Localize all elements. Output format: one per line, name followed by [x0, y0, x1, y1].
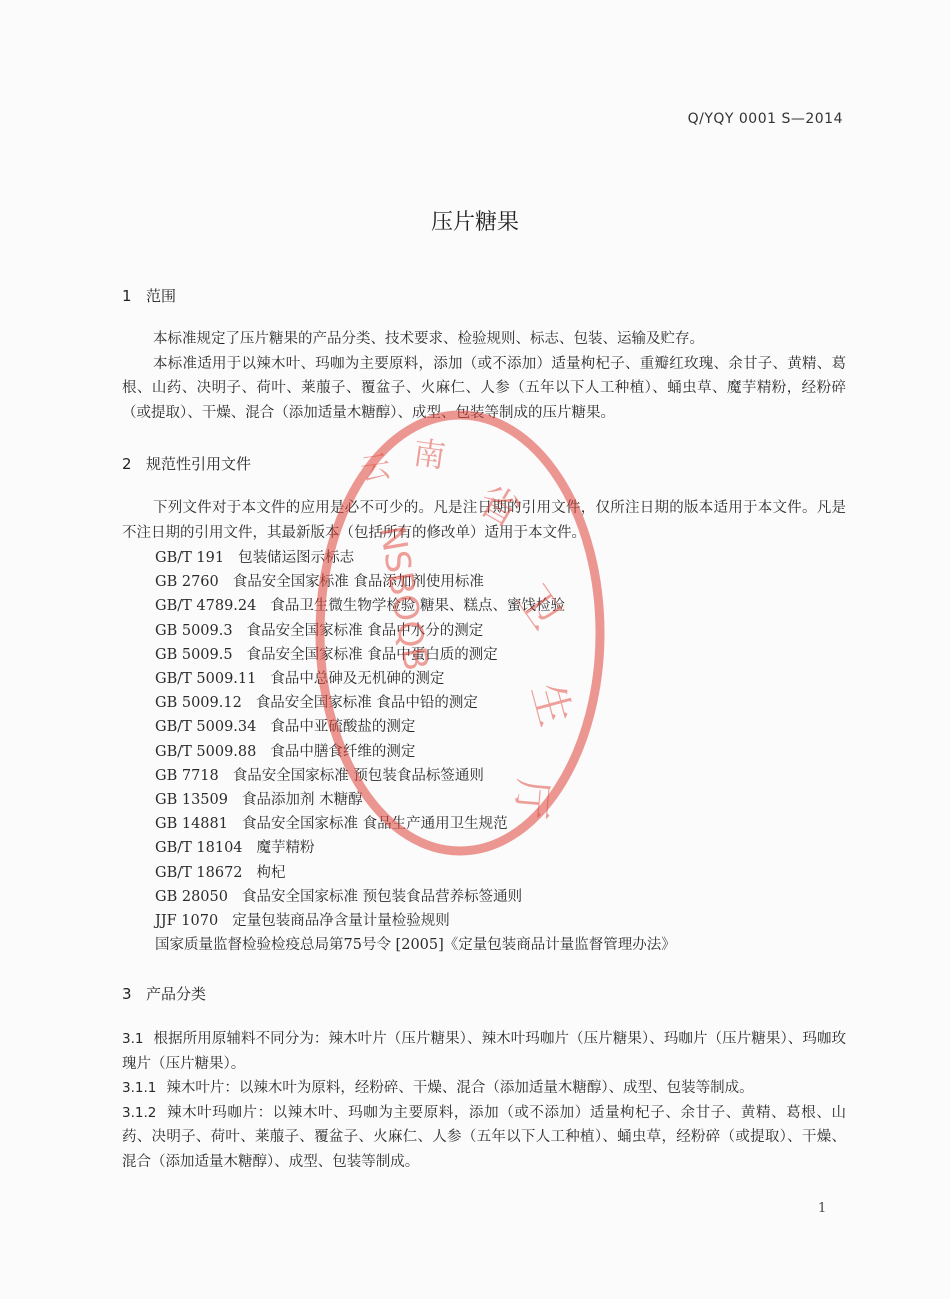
- references-intro: [122, 496, 846, 545]
- clause-number: 3.1.2: [122, 1104, 157, 1121]
- seal-char: 卫: [506, 575, 572, 639]
- scope-body: [122, 327, 846, 425]
- page-title: 压片糖果: [430, 210, 519, 235]
- section-title: 产品分类: [146, 985, 207, 1003]
- section-number: 3: [122, 985, 132, 1003]
- reference-code: GB 5009.5: [155, 646, 233, 663]
- references-intro-text: 下列文件对于本文件的应用是必不可少的。凡是注日期的引用文件，仅所注日期的版本适用于本文件。凡是不注日期的引用文件，其最新版本（包括所有的修改单）适用于本文件。: [122, 500, 846, 541]
- classification-body: [122, 1027, 846, 1174]
- clause-text: 辣木叶玛咖片：以辣木叶、玛咖为主要原料，添加（或不添加）适量枸杞子、余甘子、黄精、葛根、山药、决明子、荷叶、莱菔子、覆盆子、火麻仁、人参（五年以下人工种植）、蛹虫草，经粉碎（或提取）、干燥、混合（添加适量木糖醇）、成型、包装等制成。: [122, 1104, 846, 1170]
- scope-paragraph: 本标准适用于以辣木叶、玛咖为主要原料，添加（或不添加）适量枸杞子、重瓣红玫瑰、余甘子、黄精、葛根、山药、决明子、荷叶、莱菔子、覆盆子、火麻仁、人参（五年以下人工种植）、蛹虫草、魔芋精粉，经粉碎（或提取）、干燥、混合（添加适量木糖醇）、成型、包装等制成的压片糖果。: [122, 355, 846, 421]
- reference-item: [155, 909, 676, 933]
- reference-code: GB/T 5009.34: [155, 719, 257, 736]
- reference-code: GB/T 18104: [155, 840, 243, 857]
- reference-item: [155, 667, 676, 691]
- section-heading-scope: [122, 285, 176, 306]
- reference-name: 食品中亚硫酸盐的测定: [270, 719, 416, 736]
- reference-code: GB 28050: [155, 888, 228, 905]
- reference-code: GB/T 18672: [155, 864, 243, 881]
- reference-item: [155, 546, 676, 570]
- reference-name: 食品安全国家标准 食品添加剂使用标准: [232, 574, 484, 591]
- reference-name: 食品安全国家标准 预包装食品标签通则: [232, 767, 484, 784]
- reference-name: 食品中总砷及无机砷的测定: [270, 671, 445, 688]
- reference-name: 食品添加剂 木糖醇: [241, 792, 363, 809]
- reference-name: 魔芋精粉: [256, 840, 315, 857]
- scope-paragraph: 本标准规定了压片糖果的产品分类、技术要求、检验规则、标志、包装、运输及贮存。: [153, 331, 704, 347]
- reference-code: GB/T 4789.24: [155, 598, 257, 615]
- seal-char: 南: [410, 433, 448, 476]
- reference-name: 食品安全国家标准 食品生产通用卫生规范: [241, 816, 508, 833]
- clause: [122, 1027, 846, 1076]
- reference-code: GB/T 5009.88: [155, 743, 257, 760]
- document-number: Q/YQY 0001 S—2014: [687, 111, 843, 127]
- reference-item: [155, 691, 676, 715]
- reference-code: GB 7718: [155, 767, 219, 784]
- seal-char: 云: [358, 449, 393, 488]
- reference-name: 食品安全国家标准 食品中铅的测定: [255, 695, 478, 712]
- seal-char: 省: [470, 476, 528, 537]
- seal-code: NSBOQB: [371, 522, 436, 674]
- reference-name: 食品卫生微生物学检验 糖果、糕点、蜜饯检验: [270, 598, 565, 615]
- reference-code: GB 5009.12: [155, 695, 242, 712]
- reference-item-regulation: 国家质量监督检验检疫总局第75号令 [2005]《定量包装商品计量监督管理办法》: [155, 937, 676, 954]
- reference-name: 食品安全国家标准 预包装食品营养标签通则: [241, 888, 523, 905]
- clause-number: 3.1.1: [122, 1080, 157, 1096]
- reference-item: [155, 885, 676, 909]
- references-list: [155, 546, 676, 957]
- clause-text: 根据所用原辅料不同分为：辣木叶片（压片糖果）、辣木叶玛咖片（压片糖果）、玛咖片（压片糖果）、玛咖玫瑰片（压片糖果）。: [122, 1031, 846, 1072]
- seal-char: 厅: [506, 777, 556, 821]
- reference-item: [155, 570, 676, 594]
- section-heading-references: [122, 453, 251, 474]
- clause: [122, 1076, 846, 1101]
- reference-code: GB/T 191: [155, 550, 225, 566]
- section-heading-classification: [122, 983, 206, 1004]
- section-title: 规范性引用文件: [146, 455, 252, 473]
- reference-name: 食品中膳食纤维的测定: [270, 743, 416, 760]
- reference-name: 定量包装商品净含量计量检验规则: [232, 913, 450, 930]
- clause-number: 3.1: [122, 1031, 144, 1047]
- section-title: 范围: [146, 287, 177, 305]
- reference-code: GB 2760: [155, 574, 219, 591]
- reference-name: 食品安全国家标准 食品中水分的测定: [246, 622, 484, 639]
- reference-name: 枸杞: [256, 864, 286, 881]
- clause-text: 辣木叶片：以辣木叶为原料，经粉碎、干燥、混合（添加适量木糖醇）、成型、包装等制成。: [166, 1080, 754, 1096]
- reference-item: [155, 594, 676, 618]
- reference-code: GB 5009.3: [155, 622, 233, 639]
- section-number: 1: [122, 287, 132, 305]
- reference-code: GB/T 5009.11: [155, 671, 257, 688]
- page-number: 1: [818, 1201, 827, 1216]
- reference-item: [155, 861, 676, 885]
- reference-item: [155, 788, 676, 812]
- reference-item: [155, 740, 676, 764]
- reference-item: [155, 619, 676, 643]
- clause: [122, 1101, 846, 1175]
- reference-item: [155, 715, 676, 739]
- section-number: 2: [122, 455, 132, 473]
- reference-item: [155, 836, 676, 860]
- reference-item: [155, 643, 676, 667]
- reference-item: [155, 764, 676, 788]
- reference-item: [155, 812, 676, 836]
- seal-char: 生: [522, 677, 581, 732]
- reference-code: JJF 1070: [155, 913, 219, 930]
- reference-name: 食品安全国家标准 食品中蛋白质的测定: [246, 646, 498, 663]
- reference-code: GB 14881: [155, 816, 228, 833]
- reference-name: 包装储运图示标志: [238, 550, 355, 566]
- reference-code: GB 13509: [155, 792, 228, 809]
